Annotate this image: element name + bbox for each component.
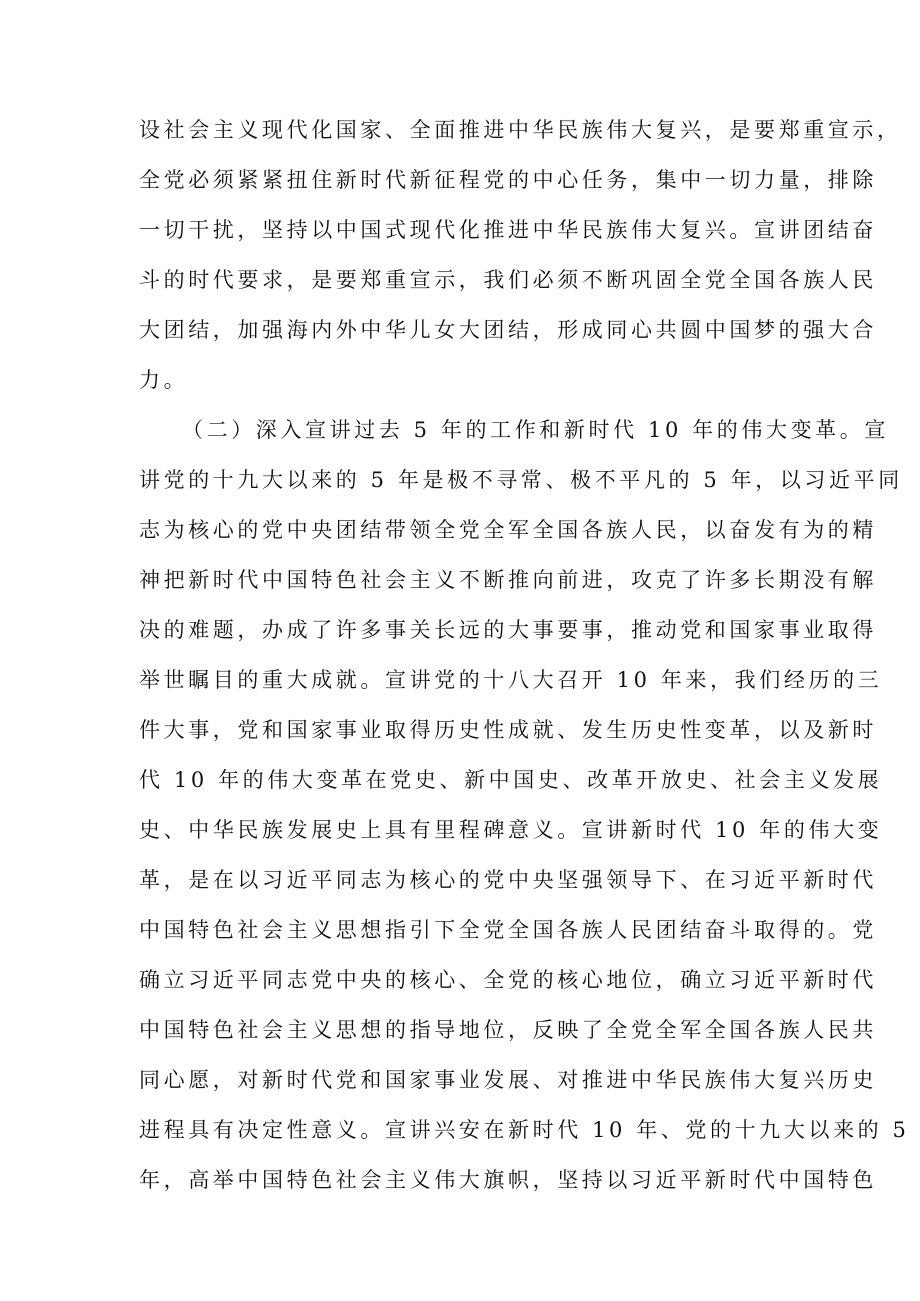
- text-line-20: 同心愿，对新时代党和国家事业发展、对推进中华民族伟大复兴历史: [139, 1068, 877, 1092]
- text-line-15: 史、中华民族发展史上具有里程碑意义。宣讲新时代 10 年的伟大变: [139, 818, 883, 842]
- text-line-16: 革，是在以习近平同志为核心的党中央坚强领导下、在习近平新时代: [139, 868, 877, 892]
- text-line-3: 一切干扰，坚持以中国式现代化推进中华民族伟大复兴。宣讲团结奋: [139, 218, 877, 242]
- text-line-18: 确立习近平同志党中央的核心、全党的核心地位，确立习近平新时代: [139, 968, 877, 992]
- text-line-12: 举世瞩目的重大成就。宣讲党的十八大召开 10 年来，我们经历的三: [139, 668, 883, 692]
- text-line-11: 决的难题，办成了许多事关长远的大事要事，推动党和国家事业取得: [139, 618, 877, 642]
- text-line-17: 中国特色社会主义思想指引下全党全国各族人民团结奋斗取得的。党: [139, 918, 877, 942]
- text-line-9: 志为核心的党中央团结带领全党全军全国各族人民，以奋发有为的精: [139, 518, 877, 542]
- text-line-4: 斗的时代要求，是要郑重宣示，我们必须不断巩固全党全国各族人民: [139, 268, 877, 292]
- text-line-13: 件大事，党和国家事业取得历史性成就、发生历史性变革，以及新时: [139, 718, 877, 742]
- text-line-5: 大团结，加强海内外中华儿女大团结，形成同心共圆中国梦的强大合: [139, 318, 877, 342]
- text-line-2: 全党必须紧紧扭住新时代新征程党的中心任务，集中一切力量，排除: [139, 168, 877, 192]
- text-line-22: 年，高举中国特色社会主义伟大旗帜，坚持以习近平新时代中国特色: [139, 1168, 877, 1192]
- text-line-6: 力。: [139, 368, 189, 392]
- section-heading-line: （二）深入宣讲过去 5 年的工作和新时代 10 年的伟大变革。宣: [182, 418, 889, 442]
- text-line-21: 进程具有决定性意义。宣讲兴安在新时代 10 年、党的十九大以来的 5: [139, 1118, 910, 1142]
- text-line-10: 神把新时代中国特色社会主义不断推向前进，攻克了许多长期没有解: [139, 568, 877, 592]
- text-line-14: 代 10 年的伟大变革在党史、新中国史、改革开放史、社会主义发展: [139, 768, 883, 792]
- text-line-1: 设社会主义现代化国家、全面推进中华民族伟大复兴，是要郑重宣示，: [139, 118, 902, 142]
- text-line-8: 讲党的十九大以来的 5 年是极不寻常、极不平凡的 5 年，以习近平同: [139, 468, 903, 492]
- text-line-19: 中国特色社会主义思想的指导地位，反映了全党全军全国各族人民共: [139, 1018, 877, 1042]
